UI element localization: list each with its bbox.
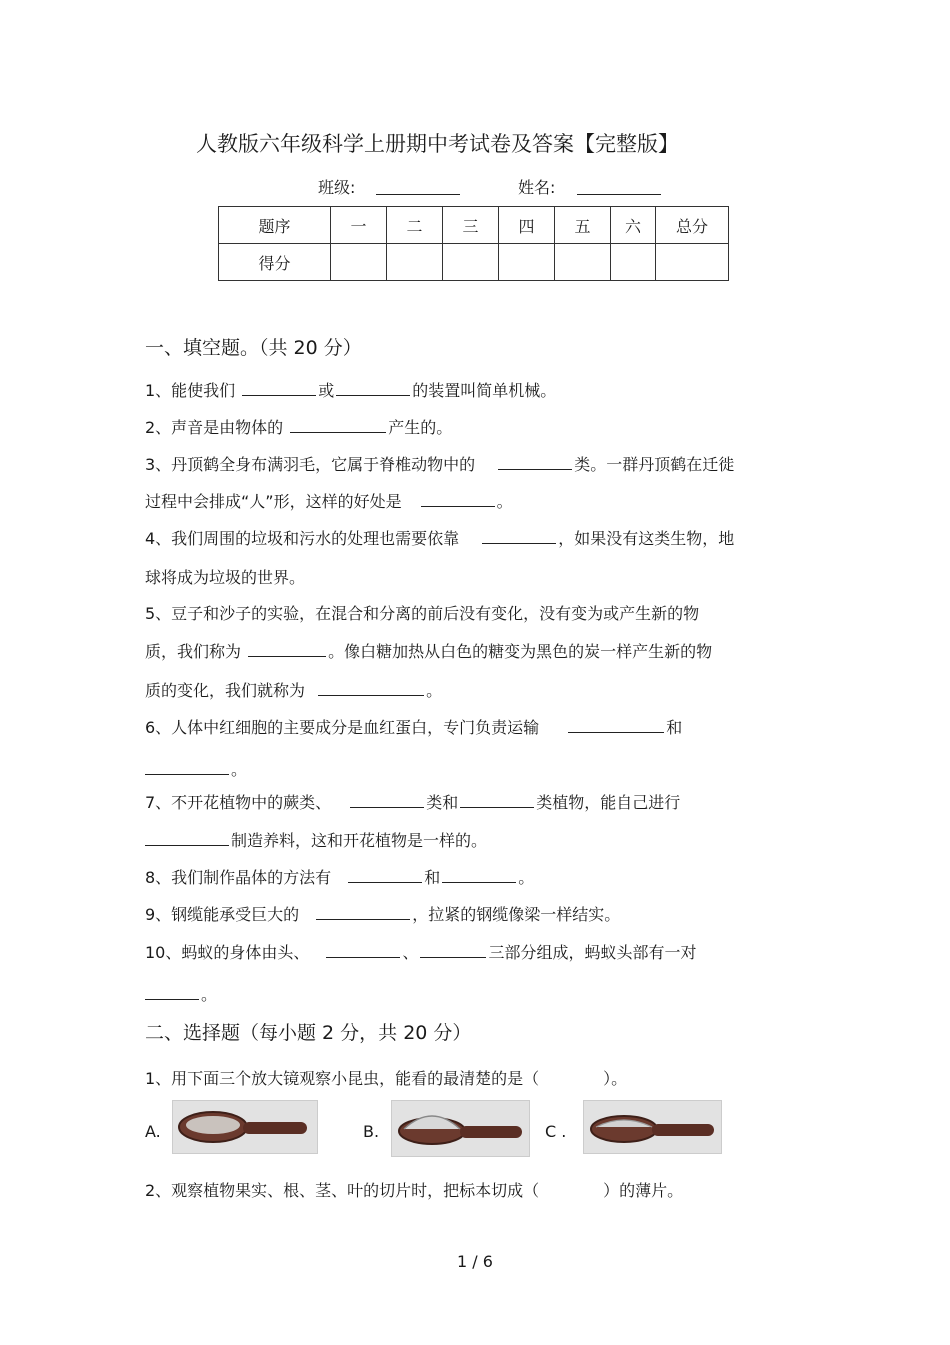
magnifier-c-icon xyxy=(584,1101,721,1153)
score-table-score-row xyxy=(219,244,729,281)
answer-blank[interactable] xyxy=(326,943,400,958)
answer-blank[interactable] xyxy=(420,943,486,958)
option-c-label[interactable]: C . xyxy=(545,1122,567,1141)
score-cell[interactable] xyxy=(331,244,387,281)
answer-blank[interactable] xyxy=(316,905,410,920)
name-blank xyxy=(577,180,661,195)
question-line: 6、人体中红细胞的主要成分是血红蛋白，专门负责运输 和 xyxy=(145,718,683,737)
question-line: 2、观察植物果实、根、茎、叶的切片时，把标本切成（ ）的薄片。 xyxy=(145,1181,684,1200)
table-cell: 三 xyxy=(443,207,499,244)
section-1-heading: 一、填空题。（共 20 分） xyxy=(145,337,362,359)
answer-blank[interactable] xyxy=(145,985,199,1000)
question-line: 7、不开花植物中的蕨类、 类和 类植物，能自己进行 xyxy=(145,793,681,812)
class-label: 班级: xyxy=(318,178,356,197)
table-cell: 一 xyxy=(331,207,387,244)
score-cell[interactable] xyxy=(499,244,555,281)
answer-blank[interactable] xyxy=(348,868,422,883)
table-cell: 五 xyxy=(555,207,611,244)
question-line: 5、豆子和沙子的实验，在混合和分离的前后没有变化，没有变为或产生新的物 xyxy=(145,604,700,623)
table-cell: 二 xyxy=(387,207,443,244)
answer-blank[interactable] xyxy=(318,681,424,696)
score-cell[interactable] xyxy=(656,244,729,281)
answer-blank[interactable] xyxy=(336,381,410,396)
section-2-heading: 二、选择题（每小题 2 分，共 20 分） xyxy=(145,1022,472,1044)
question-line: 1、用下面三个放大镜观察小昆虫，能看的最清楚的是（ ）。 xyxy=(145,1069,628,1088)
question-line: 3、丹顶鹤全身布满羽毛，它属于脊椎动物中的 类。一群丹顶鹤在迁徙 xyxy=(145,455,735,474)
magnifier-a-image[interactable] xyxy=(172,1100,318,1154)
answer-blank[interactable] xyxy=(145,831,229,846)
score-table-header-row xyxy=(219,207,729,244)
answer-blank[interactable] xyxy=(248,642,326,657)
question-line: 。 xyxy=(145,982,217,1005)
name-label: 姓名: xyxy=(518,178,556,197)
question-line: 4、我们周围的垃圾和污水的处理也需要依靠 ，如果没有这类生物，地 xyxy=(145,529,735,548)
option-b-label[interactable]: B. xyxy=(363,1122,380,1141)
answer-blank[interactable] xyxy=(442,868,516,883)
table-cell: 六 xyxy=(611,207,656,244)
score-cell[interactable] xyxy=(387,244,443,281)
class-blank xyxy=(376,180,460,195)
table-cell: 得分 xyxy=(219,244,331,281)
table-cell: 总分 xyxy=(656,207,729,244)
answer-blank[interactable] xyxy=(242,381,316,396)
question-line: 10、蚂蚁的身体由头、 、 三部分组成，蚂蚁头部有一对 xyxy=(145,943,697,962)
page-title: 人教版六年级科学上册期中考试卷及答案【完整版】 xyxy=(196,132,679,156)
answer-blank[interactable] xyxy=(145,760,229,775)
question-line: 9、钢缆能承受巨大的 ，拉紧的钢缆像梁一样结实。 xyxy=(145,905,621,924)
table-cell: 题序 xyxy=(219,207,331,244)
answer-blank[interactable] xyxy=(421,492,495,507)
question-line: 质的变化，我们就称为 。 xyxy=(145,681,443,700)
answer-blank[interactable] xyxy=(350,793,424,808)
question-line: 制造养料，这和开花植物是一样的。 xyxy=(145,828,487,851)
answer-blank[interactable] xyxy=(482,529,556,544)
question-line: 球将成为垃圾的世界。 xyxy=(145,568,306,587)
question-line: 。 xyxy=(145,757,247,780)
answer-blank[interactable] xyxy=(460,793,534,808)
score-cell[interactable] xyxy=(443,244,499,281)
score-table xyxy=(218,206,729,281)
question-line: 过程中会排成“人”形，这样的好处是 。 xyxy=(145,492,513,511)
question-line: 1、能使我们 或 的装置叫简单机械。 xyxy=(145,381,557,400)
magnifier-b-image[interactable] xyxy=(391,1100,530,1157)
magnifier-a-icon xyxy=(173,1101,317,1153)
question-line: 8、我们制作晶体的方法有 和 。 xyxy=(145,868,535,887)
score-cell[interactable] xyxy=(611,244,656,281)
option-a-label[interactable]: A. xyxy=(145,1122,161,1141)
magnifier-c-image[interactable] xyxy=(583,1100,722,1154)
answer-blank[interactable] xyxy=(290,418,386,433)
page-number: 1 / 6 xyxy=(457,1252,493,1271)
table-cell: 四 xyxy=(499,207,555,244)
magnifier-b-icon xyxy=(392,1101,529,1156)
score-cell[interactable] xyxy=(555,244,611,281)
question-line: 质，我们称为 。像白糖加热从白色的糖变为黑色的炭一样产生新的物 xyxy=(145,642,713,661)
question-line: 2、声音是由物体的 产生的。 xyxy=(145,418,453,437)
answer-blank[interactable] xyxy=(498,455,572,470)
answer-blank[interactable] xyxy=(568,718,664,733)
